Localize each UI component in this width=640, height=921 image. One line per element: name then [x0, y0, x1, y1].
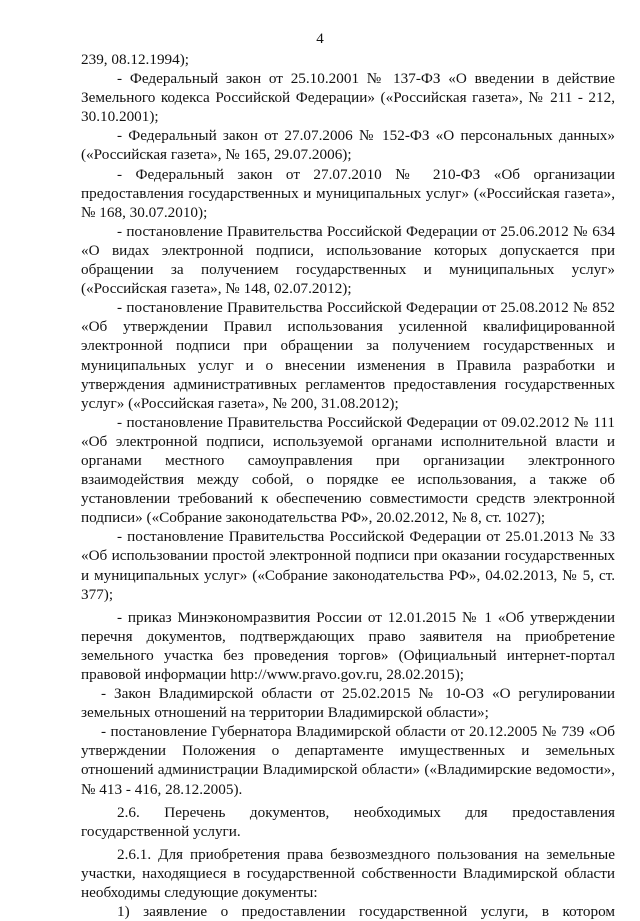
paragraph-vladimir-law-10-oz: - Закон Владимирской области от 25.02.2015 № 10-ОЗ «О регулировании земельных отношений на территории Владимирской области»; — [81, 685, 615, 722]
paragraph-resolution-111: - постановление Правительства Российской Федерации от 09.02.2012 № 111 «Об электронной подписи, используемой органами исполнительной власти и органами местного самоуправления при организации электронного взаимодействия между собой, о порядке ее использования, а также об установлении требований к обеспечению совместимости средств электронной подписи» («Собрание законодательства РФ», 20.02.2012, № 8, ст. 1027); — [81, 413, 615, 527]
paragraph-resolution-852: - постановление Правительства Российской Федерации от 25.08.2012 № 852 «Об утверждении Правил использования усиленной квалифицированной электронной подписи при обращении за получением государственных и муниципальных услуг и о внесении изменения в Правила разработки и утверждения административных регламентов предоставления государственных услуг» («Российская газета», № 200, 31.08.2012); — [81, 299, 615, 412]
paragraph-order-minecon-1: - приказ Минэкономразвития России от 12.01.2015 № 1 «Об утверждении перечня документов, подтверждающих право заявителя на приобретение земельного участка без проведения торгов» (Официальный интернет-портал правовой информации http://www.pravo.gov.ru, 28.02.2015); — [81, 608, 615, 683]
paragraph-federal-law-137: - Федеральный закон от 25.10.2001 № 137-ФЗ «О введении в действие Земельного кодекса Российской Федерации» («Российская газета», № 211 - 212, 30.10.2001); — [81, 70, 615, 126]
page-number: 4 — [316, 31, 324, 47]
paragraph-federal-law-152: - Федеральный закон от 27.07.2006 № 152-ФЗ «О персональных данных» («Российская газета», № 165, 29.07.2006); — [81, 127, 615, 164]
document-body — [81, 50, 615, 921]
paragraph-section-2-6: 2.6. Перечень документов, необходимых для предоставления государственной услуги. — [81, 803, 615, 840]
paragraph-item-1: 1) заявление о предоставлении государственной услуги, в котором — [117, 903, 615, 921]
paragraph-resolution-634: - постановление Правительства Российской Федерации от 25.06.2012 № 634 «О видах электронной подписи, использование которых допускается при обращении за получением государственных и муниципальных услуг» («Российская газета», № 148, 02.07.2012); — [81, 222, 615, 298]
paragraph-federal-law-210: - Федеральный закон от 27.07.2010 № 210-ФЗ «Об организации предоставления государственных и муниципальных услуг» («Российская газета», № 168, 30.07.2010); — [81, 165, 615, 221]
paragraph-citation-continuation: 239, 08.12.1994); — [81, 51, 189, 68]
paragraph-section-2-6-1: 2.6.1. Для приобретения права безвозмездного пользования на земельные участки, находящиеся в государственной собственности Владимирской области необходимы следующие документы: — [81, 845, 615, 902]
paragraph-governor-resolution-739: - постановление Губернатора Владимирской области от 20.12.2005 № 739 «Об утверждении Положения о департаменте имущественных и земельных отношений администрации Владимирской области» («Владимирские ведомости», № 413 - 416, 28.12.2005). — [81, 723, 615, 798]
paragraph-resolution-33: - постановление Правительства Российской Федерации от 25.01.2013 № 33 «Об использовании простой электронной подписи при оказании государственных и муниципальных услуг» («Собрание законодательства РФ», 04.02.2013, № 5, ст. 377); — [81, 528, 615, 603]
